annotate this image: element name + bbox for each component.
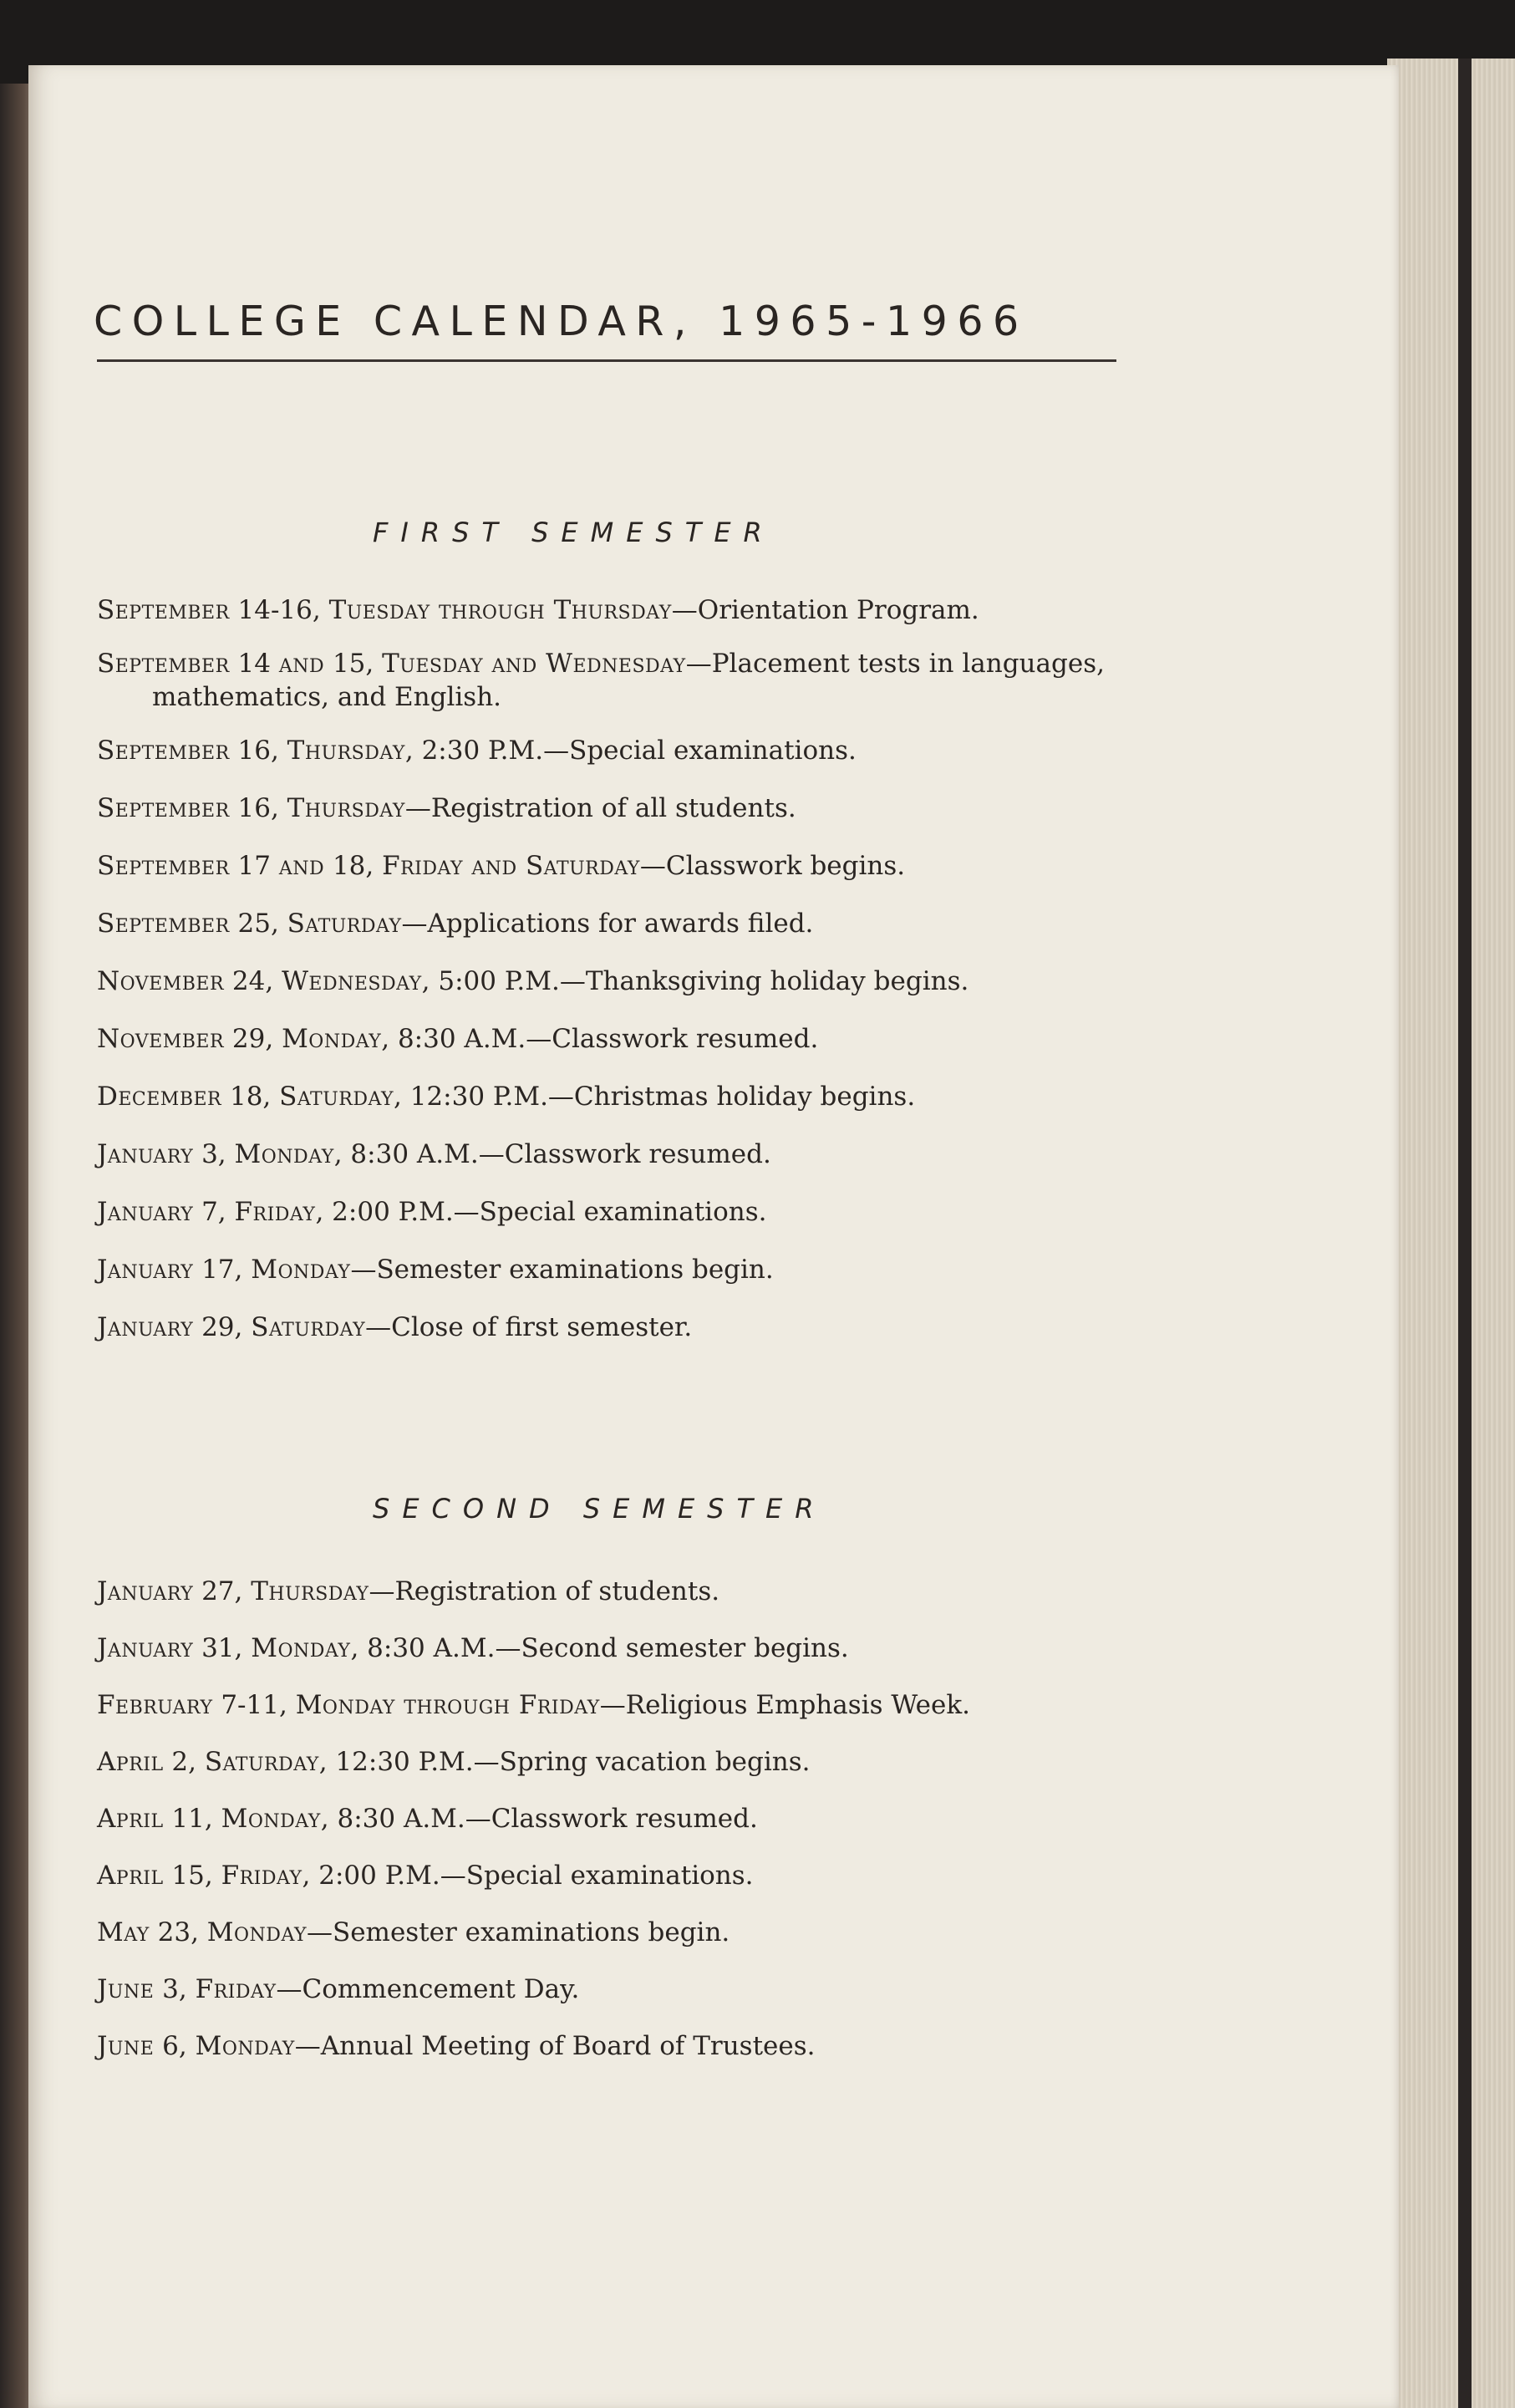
calendar-entry: September 17 and 18, Friday and Saturday—Classwork begins. bbox=[97, 851, 906, 881]
calendar-entry: November 29, Monday, 8:30 A.M.—Classwork resumed. bbox=[97, 1024, 819, 1054]
calendar-entry: January 27, Thursday—Registration of students. bbox=[97, 1576, 720, 1606]
calendar-entry: January 29, Saturday—Close of first semester. bbox=[97, 1312, 693, 1342]
calendar-entry: April 2, Saturday, 12:30 P.M.—Spring vacation begins. bbox=[97, 1747, 811, 1777]
calendar-entry: April 15, Friday, 2:00 P.M.—Special examinations. bbox=[97, 1861, 754, 1891]
second-semester-heading: SECOND SEMESTER bbox=[373, 1493, 826, 1525]
back-cover-edge bbox=[1458, 59, 1472, 2408]
calendar-entry: June 3, Friday—Commencement Day. bbox=[97, 1974, 580, 2004]
calendar-entry: December 18, Saturday, 12:30 P.M.—Christmas holiday begins. bbox=[97, 1082, 916, 1112]
calendar-entry: January 3, Monday, 8:30 A.M.—Classwork resumed. bbox=[97, 1139, 771, 1169]
second-semester-list bbox=[97, 1575, 1133, 2063]
first-semester-heading: FIRST SEMESTER bbox=[373, 517, 775, 548]
calendar-entry: May 23, Monday—Semester examinations begin. bbox=[97, 1917, 730, 1947]
page bbox=[28, 65, 1399, 2408]
calendar-entry: February 7-11, Monday through Friday—Religious Emphasis Week. bbox=[97, 1690, 970, 1720]
calendar-entry: September 14 and 15, Tuesday and Wednesday—Placement tests in languages, mathematics, and English. bbox=[97, 649, 1105, 712]
calendar-entry: January 17, Monday—Semester examinations begin. bbox=[97, 1255, 774, 1285]
calendar-entry: September 16, Thursday, 2:30 P.M.—Special examinations. bbox=[97, 736, 857, 766]
page-edges bbox=[1387, 59, 1515, 2408]
calendar-entry: September 25, Saturday—Applications for awards filed. bbox=[97, 909, 814, 939]
first-semester-list bbox=[97, 593, 1133, 1344]
calendar-entry: September 14-16, Tuesday through Thursday—Orientation Program. bbox=[97, 595, 979, 625]
calendar-entry: June 6, Monday—Annual Meeting of Board of Trustees. bbox=[97, 2031, 816, 2061]
calendar-entry: January 7, Friday, 2:00 P.M.—Special examinations. bbox=[97, 1197, 767, 1227]
calendar-entry: January 31, Monday, 8:30 A.M.—Second semester begins. bbox=[97, 1633, 849, 1663]
title-rule bbox=[97, 359, 1116, 362]
calendar-entry: April 11, Monday, 8:30 A.M.—Classwork resumed. bbox=[97, 1804, 758, 1834]
calendar-entry: November 24, Wednesday, 5:00 P.M.—Thanksgiving holiday begins. bbox=[97, 966, 969, 996]
calendar-entry: September 16, Thursday—Registration of all students. bbox=[97, 793, 796, 823]
page-title: COLLEGE CALENDAR, 1965-1966 bbox=[94, 298, 1029, 345]
